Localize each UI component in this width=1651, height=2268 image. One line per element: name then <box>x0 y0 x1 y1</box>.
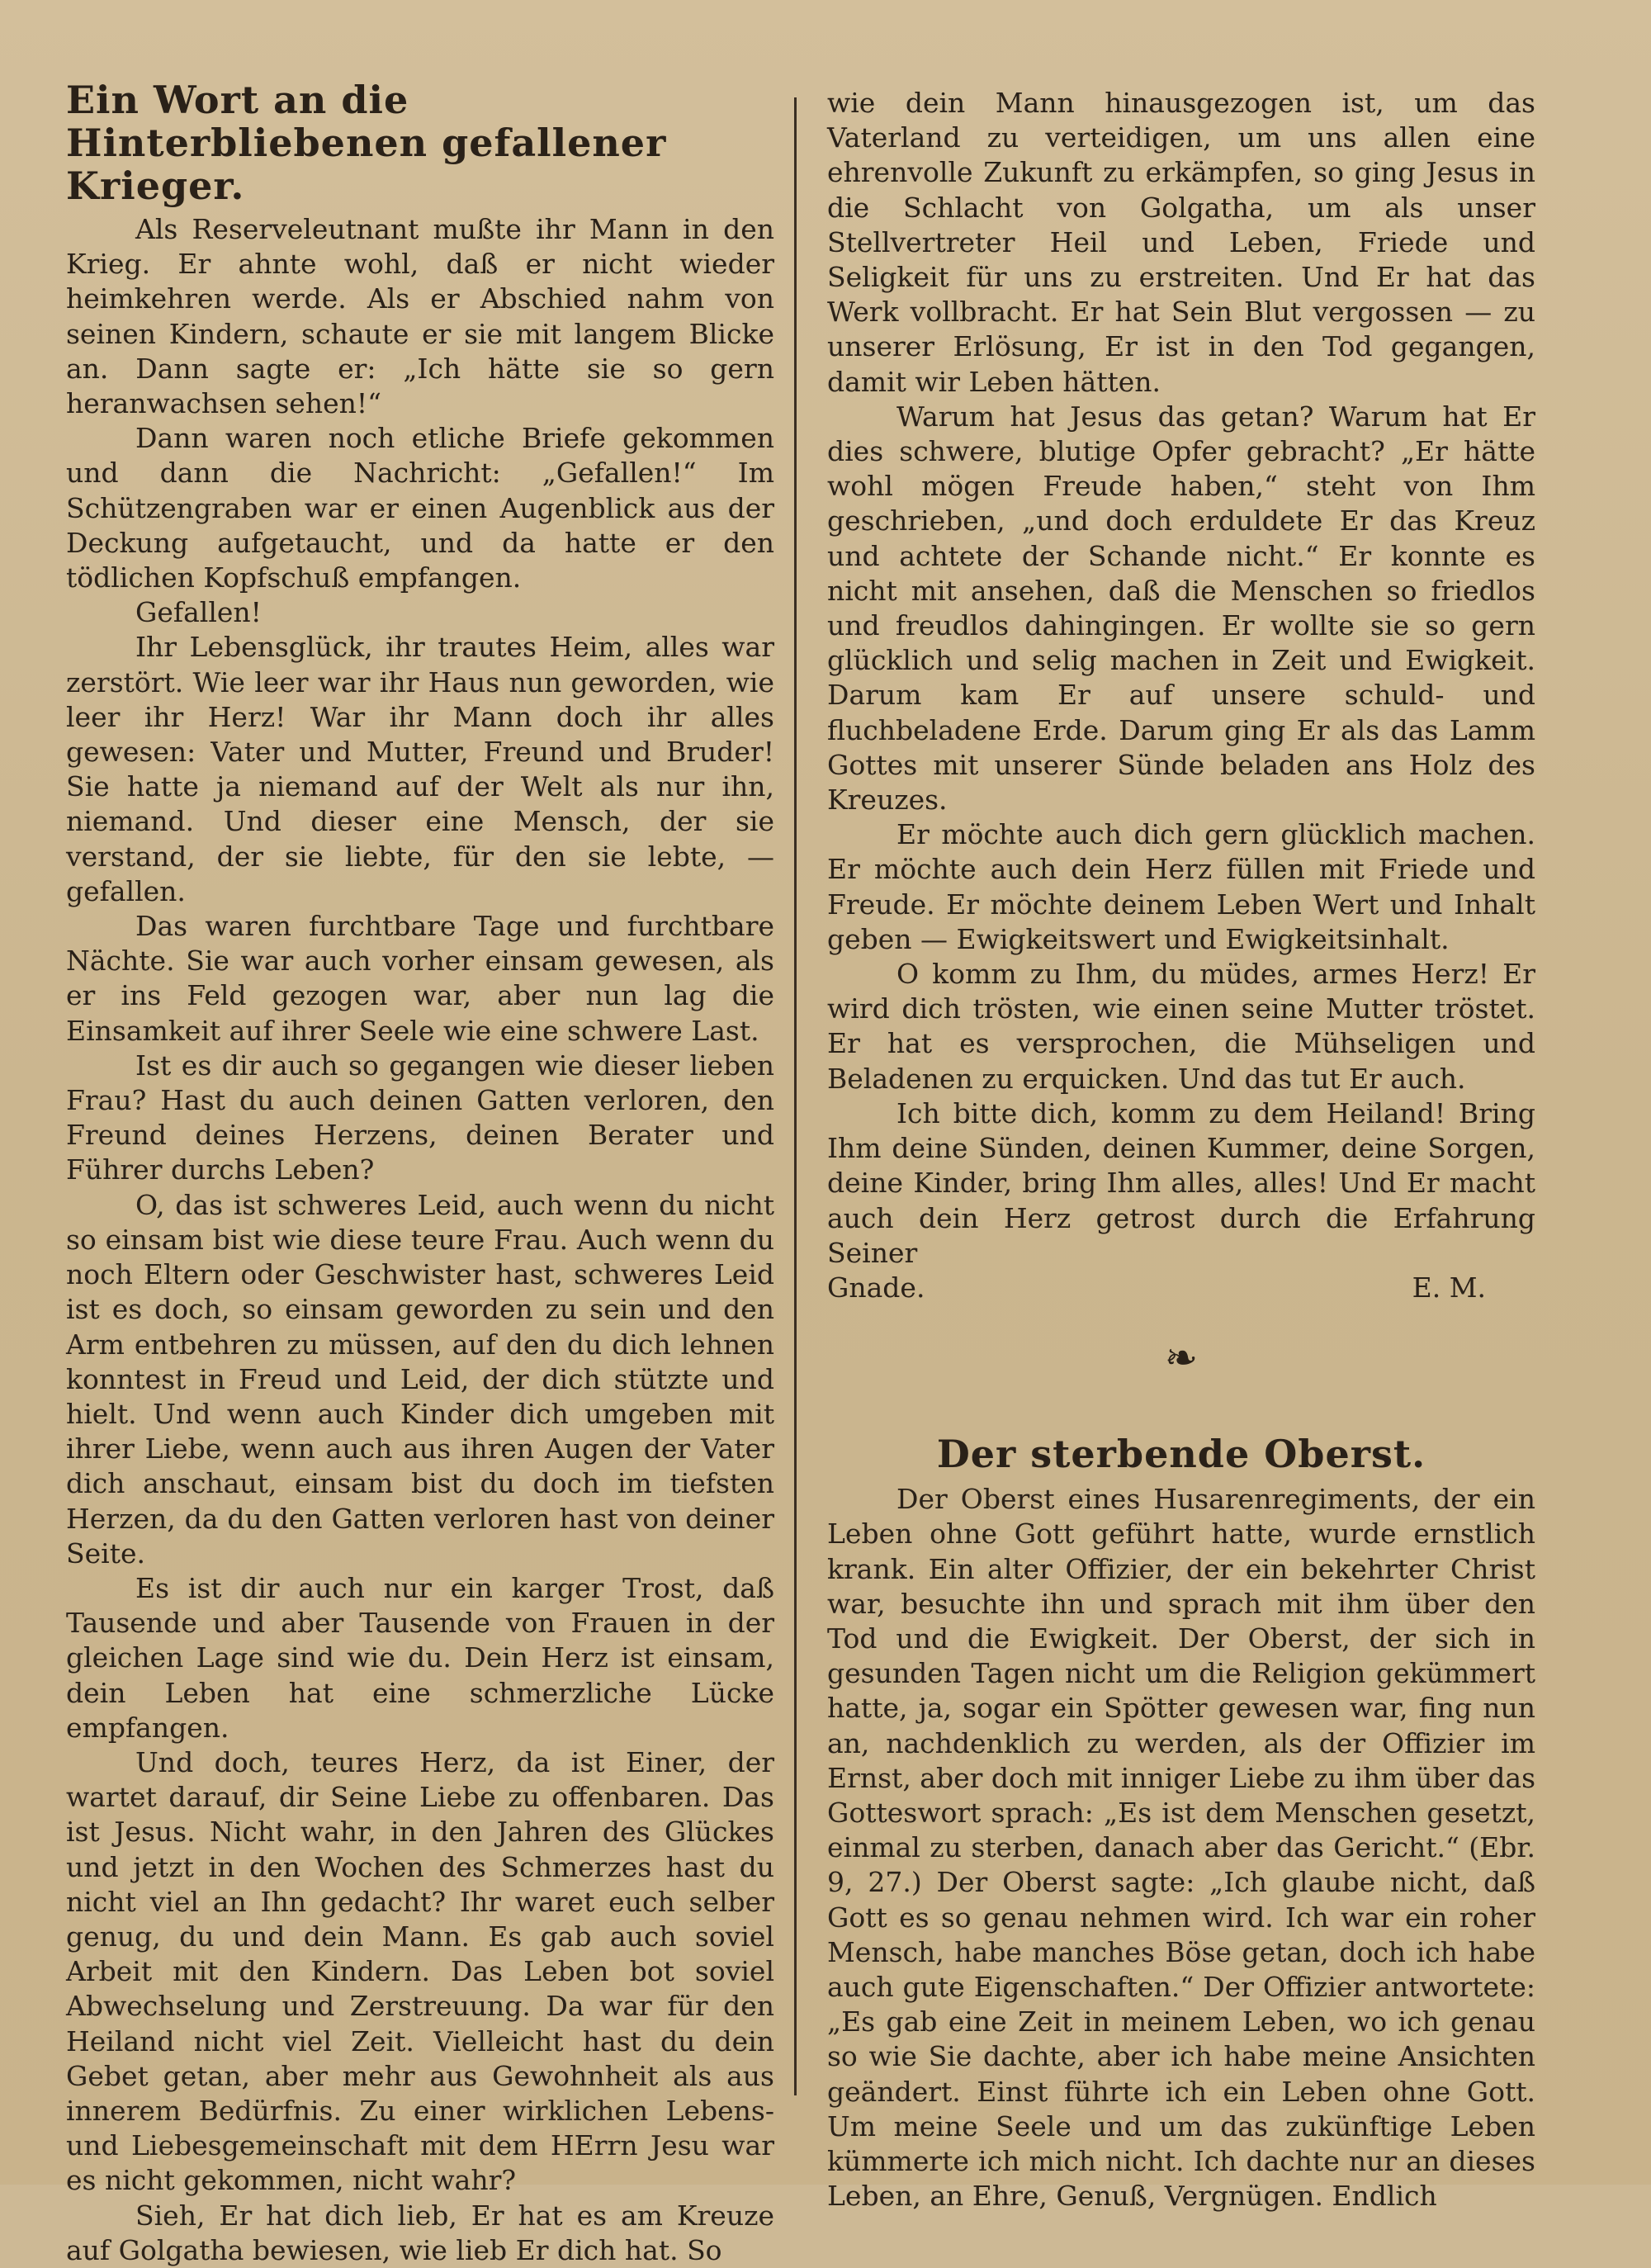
article1-paragraph-10: Sieh, Er hat dich lieb, Er hat es am Kreuze auf Golgatha bewiesen, wie lieb Er dich hat. So <box>66 2199 774 2266</box>
article1-paragraph-3: Gefallen! <box>135 596 262 629</box>
right-column <box>827 86 1535 2214</box>
article1-title: Ein Wort an die Hinterbliebenen gefallener Krieger. <box>66 78 667 208</box>
article1-paragraph-7: O, das ist schweres Leid, auch wenn du nicht so einsam bist wie diese teure Frau. Auch wenn du noch Eltern oder Geschwister hast, schweres Leid ist es doch, so einsam geworden zu sein und den Arm entbehren zu müssen, auf den du dich lehnen konntest in Freud und Leid, der dich stützte und hielt. Und wenn auch Kinder dich umgeben mit ihrer Liebe, wenn auch aus ihren Augen der Vater dich anschaut, einsam bist du doch im tiefsten Herzen, da du den Gatten verloren hast von deiner Seite. <box>66 1188 774 1570</box>
article1-paragraph-9: Und doch, teures Herz, da ist Einer, der wartet darauf, dir Seine Liebe zu offenbaren. Das ist Jesus. Nicht wahr, in den Jahren des Glückes und jetzt in den Wochen des Schmerzes hast du nicht viel an Ihn gedacht? Ihr waret euch selber genug, du und dein Mann. Es gab auch soviel Arbeit mit den Kindern. Das Leben bot soviel Abwechselung und Zerstreuung. Da war für den Heiland nicht viel Zeit. Vielleicht hast du dein Gebet getan, aber mehr aus Gewohnheit als aus innerem Bedürfnis. Zu einer wirklichen Lebens- und Liebesgemeinschaft mit dem HErrn Jesu war es nicht gekommen, nicht wahr? <box>66 1745 774 2197</box>
article1-closing-line <box>827 1271 1535 1305</box>
article1-continuation-5: Ich bitte dich, komm zu dem Heiland! Bring Ihm deine Sünden, deinen Kummer, deine Sorgen, deine Kinder, bring Ihm alles, alles! Und Er macht auch dein Herz getrost durch die Erfahrung Seiner <box>827 1096 1535 1269</box>
article1-continuation-4: O komm zu Ihm, du müdes, armes Herz! Er wird dich trösten, wie einen seine Mutter tröstet. Er hat es versprochen, die Mühseligen und Beladenen zu erquicken. Und das tut Er auch. <box>827 958 1535 1095</box>
column-divider <box>794 97 797 2095</box>
article1-continuation-3: Er möchte auch dich gern glücklich machen. Er möchte auch dein Herz füllen mit Friede und Freude. Er möchte deinem Leben Wert und Inhalt geben — Ewigkeitswert und Ewigkeitsinhalt. <box>827 818 1535 955</box>
article1-paragraph-4: Ihr Lebensglück, ihr trautes Heim, alles war zerstört. Wie leer war ihr Haus nun geworden, wie leer ihr Herz! War ihr Mann doch ihr alles gewesen: Vater und Mutter, Freund und Bruder! Sie hatte ja niemand auf der Welt als nur ihn, niemand. Und dieser eine Mensch, der sie verstand, der sie liebte, für den sie lebte, — gefallen. <box>66 631 774 907</box>
article1-paragraph-1: Als Reserveleutnant mußte ihr Mann in den Krieg. Er ahnte wohl, daß er nicht wieder heimkehren werde. Als er Abschied nahm von seinen Kindern, schaute er sie mit langem Blicke an. Dann sagte er: „Ich hätte sie so gern heranwachsen sehen!“ <box>66 213 774 420</box>
article1-continuation-1: wie dein Mann hinausgezogen ist, um das Vaterland zu verteidigen, um uns allen eine ehrenvolle Zukunft zu erkämpfen, so ging Jesus in die Schlacht von Golgatha, um als unser Stellvertreter Heil und Leben, Friede und Seligkeit für uns zu erstreiten. Und Er hat das Werk vollbracht. Er hat Sein Blut vergossen — zu unserer Erlösung, Er ist in den Tod gegangen, damit wir Leben hätten. <box>827 87 1535 398</box>
article1-paragraph-5: Das waren furchtbare Tage und furchtbare Nächte. Sie war auch vorher einsam gewesen, als er ins Feld gezogen war, aber nun lag die Einsamkeit auf ihrer Seele wie eine schwere Last. <box>66 910 774 1047</box>
article1-paragraph-2: Dann waren noch etliche Briefe gekommen und dann die Nachricht: „Gefallen!“ Im Schützengraben war er einen Augenblick aus der Deckung aufgetaucht, und da hatte er den tödlichen Kopfschuß empfangen. <box>66 422 774 594</box>
article1-paragraph-8: Es ist dir auch nur ein karger Trost, daß Tausende und aber Tausende von Frauen in der gleichen Lage sind wie du. Dein Herz ist einsam, dein Leben hat eine schmerzliche Lücke empfangen. <box>66 1571 774 1744</box>
article1-paragraph-6: Ist es dir auch so gegangen wie dieser lieben Frau? Hast du auch deinen Gatten verloren, den Freund deines Herzens, deinen Berater und Führer durchs Leben? <box>66 1049 774 1186</box>
left-column <box>66 78 774 2268</box>
article2-title: Der sterbende Oberst. <box>936 1432 1426 1477</box>
article1-continuation-2: Warum hat Jesus das getan? Warum hat Er dies schwere, blutige Opfer gebracht? „Er hätte wohl mögen Freude haben,“ steht von Ihm geschrieben, „und doch erduldete Er das Kreuz und achtete der Schande nicht.“ Er konnte es nicht mit ansehen, daß die Menschen so friedlos und freudlos dahingingen. Er wollte sie so gern glücklich und selig machen in Zeit und Ewigkeit. Darum kam Er auf unsere schuld- und fluchbeladene Erde. Darum ging Er als das Lamm Gottes mit unserer Sünde beladen ans Holz des Kreuzes. <box>827 400 1535 817</box>
author-signature: E. M. <box>1412 1271 1486 1304</box>
closing-word: Gnade. <box>827 1271 925 1304</box>
article2-paragraph-1: Der Oberst eines Husarenregiments, der ein Leben ohne Gott geführt hatte, wurde ernstlich krank. Ein alter Offizier, der ein bekehrter Christ war, besuchte ihn und sprach mit ihm über den Tod und die Ewigkeit. Der Oberst, der sich in gesunden Tagen nicht um die Religion gekümmert hatte, ja, sogar ein Spötter gewesen war, fing nun an, nachdenklich zu werden, als der Offizier im Ernst, aber doch mit inniger Liebe zu ihm über das Gotteswort sprach: „Es ist dem Menschen gesetzt, einmal zu sterben, danach aber das Gericht.“ (Ebr. 9, 27.) Der Oberst sagte: „Ich glaube nicht, daß Gott es so genau nehmen wird. Ich war ein roher Mensch, habe manches Böse getan, doch ich habe auch gute Eigenschaften.“ Der Offizier antwortete: „Es gab eine Zeit in meinem Leben, wo ich genau so wie Sie dachte, aber ich habe meine Ansichten geändert. Einst führte ich ein Leben ohne Gott. Um meine Seele und um das zukünftige Leben kümmerte ich mich nicht. Ich dachte nur an dieses Leben, an Ehre, Genuß, Vergnügen. Endlich <box>827 1483 1535 2213</box>
ornament-icon: ❧ <box>1164 1335 1199 1382</box>
